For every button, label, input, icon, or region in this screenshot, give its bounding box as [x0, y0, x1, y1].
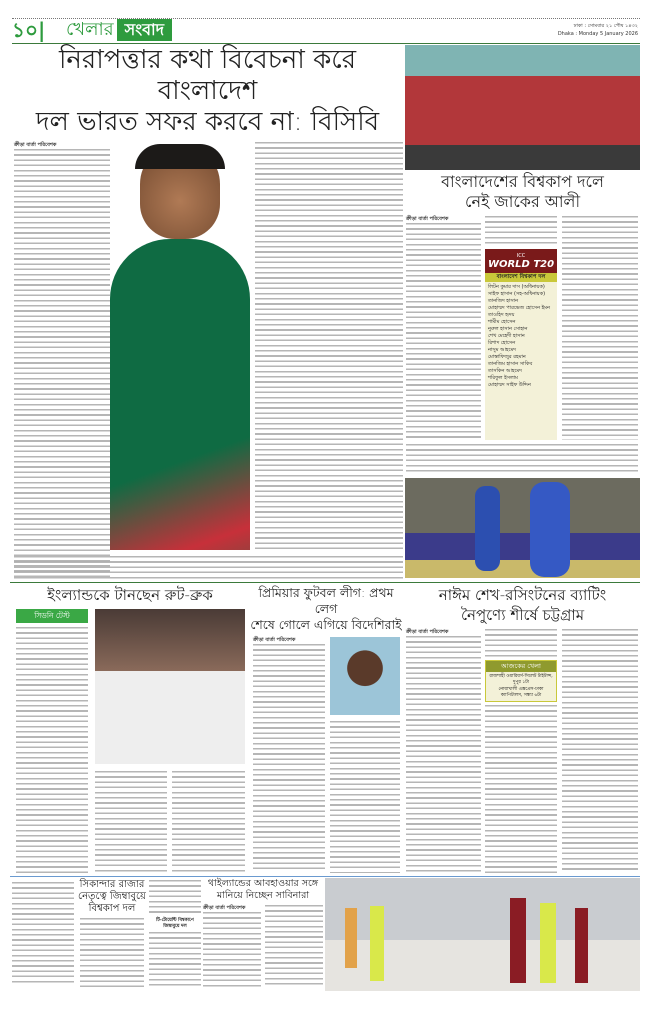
worldcup-body-col1 — [406, 223, 481, 440]
england-body-area — [10, 609, 250, 873]
zimbabwe-body-col2 — [80, 918, 144, 987]
squad-player: রিশাদ হোসেন — [488, 340, 516, 346]
bangladesh-team-photo — [405, 45, 640, 170]
squad-player: সাইফ হাসান (সহ-অধিনায়ক) — [488, 291, 546, 297]
lead-body-bottom — [14, 556, 403, 580]
zimbabwe-squad-subhead: টি-টোয়েন্টি বিশ্বকাপে জিম্বাবুয়ে দল — [156, 918, 194, 929]
lead-headline — [10, 45, 405, 138]
logo-world-t20: WORLD T20 — [487, 259, 555, 270]
football-headline-line2: শেষে গোলে এগিয়ে বিদেশিরাই — [250, 617, 402, 632]
worldcup-body-col2 — [485, 216, 557, 246]
player-jersey — [110, 239, 250, 550]
date-bn: ঢাকা : সোমবার ২১ পৌষ ১৪৩২ — [573, 23, 638, 29]
root-brook-photo — [95, 609, 245, 764]
lead-story — [10, 45, 405, 580]
squad-player: নাসুম আহমেদ — [488, 347, 516, 353]
worldcup-headline — [405, 172, 640, 212]
football-story — [250, 585, 402, 873]
sabina-body-area — [203, 905, 323, 987]
player-hair — [135, 144, 225, 169]
worldcup-col2 — [485, 216, 557, 440]
lead-body-col1 — [14, 149, 110, 580]
zimbabwe-headline: সিকান্দার রাজার নেতৃত্বে জিম্বাবুয়ে বিশ্বকাপ দল — [78, 879, 146, 914]
worldcup-body-col3 — [562, 216, 638, 440]
lead-headline-line2: দল ভারত সফর করবে না: বিসিবি — [35, 107, 380, 137]
england-body-col1 — [16, 627, 88, 873]
zimbabwe-body-col3 — [149, 880, 201, 916]
sabina-byline: ক্রীড়া বার্তা পরিবেশক — [203, 905, 246, 911]
squad-box — [485, 273, 557, 440]
today-match-1: রাজশাহী ওয়ারিয়র্স-সিলেট টাইটান্স, দুপুর ১টা — [489, 674, 553, 685]
bpl-headline-line1: নাঈম শেখ-রসিংটনের ব্যাটিং — [438, 586, 607, 604]
football-body-col1 — [253, 644, 325, 873]
player-figure — [370, 906, 384, 981]
worldcup-byline: ক্রীড়া বার্তা পরিবেশক — [406, 216, 449, 222]
sabina-story — [203, 878, 323, 987]
football-byline: ক্রীড়া বার্তা পরিবেশক — [253, 637, 296, 643]
bpl-body-col1 — [406, 636, 481, 873]
sabina-headline-line2: মানিয়ে নিচ্ছেন সাবিনারা — [216, 890, 310, 901]
lead-col1 — [14, 142, 110, 580]
england-headline: ইংল্যান্ডকে টানছেন রুট-ব্রুক — [47, 586, 213, 604]
squad-player: লিটন কুমার দাস (অধিনায়ক) — [488, 284, 545, 290]
squad-player: তাওহিদ হৃদয় — [488, 312, 515, 318]
squad-player: শরিফুল ইসলাম — [488, 375, 518, 381]
football-headline-line1: প্রিমিয়ার ফুটবল লীগ: প্রথম লেগ — [258, 585, 394, 616]
squad-player: শেখ মেহেদী হাসান — [488, 333, 525, 339]
bpl-byline: ক্রীড়া বার্তা পরিবেশক — [406, 629, 449, 635]
worldcup-body-area — [405, 216, 640, 474]
football-col1 — [253, 637, 325, 873]
football-headline — [250, 585, 402, 633]
dateline — [558, 22, 638, 38]
bpl-body-area — [405, 629, 640, 873]
sabina-body-col2 — [265, 905, 323, 987]
sabina-col1 — [203, 905, 261, 987]
england-story — [10, 585, 250, 873]
page-number: ১০| — [12, 18, 46, 42]
today-match-2: নোয়াখালী এক্সপ্রেস-ঢাকা ক্যাপিটালস, সন্ধ্যা ৬টা — [498, 687, 544, 698]
squad-player: নুরুল হাসান সোহান — [488, 326, 528, 332]
squad-player: মোহাম্মদ সাইফ উদ্দিন — [488, 382, 531, 388]
worldcup-story — [405, 172, 640, 474]
footballer-photo — [330, 637, 400, 715]
squad-player: তানজিম হাসান সাকিব — [488, 361, 533, 367]
player-figure — [510, 898, 526, 983]
worldcup-col1 — [406, 216, 481, 440]
england-col1 — [16, 609, 88, 873]
zimbabwe-squad-list — [149, 932, 201, 987]
logo-icc: ICC — [516, 253, 526, 259]
bpl-headline — [405, 585, 640, 625]
batter-1 — [475, 486, 500, 571]
world-t20-logo — [485, 249, 557, 273]
football-body-area — [250, 637, 402, 873]
section-logo — [66, 18, 172, 42]
lead-body-col2 — [255, 142, 403, 550]
bpl-col2 — [485, 629, 557, 873]
football-body-col2 — [330, 721, 400, 873]
bpl-match-photo — [405, 478, 640, 578]
squad-player: মোহাম্মদ পারভেজ হোসেন ইমন — [488, 305, 551, 311]
player-figure — [575, 908, 588, 983]
zimbabwe-body-col1 — [12, 882, 74, 986]
lead-byline: ক্রীড়া বার্তা পরিবেশক — [14, 142, 57, 148]
bpl-story — [405, 585, 640, 873]
worldcup-body-bottom — [406, 444, 638, 474]
bpl-body-col2b — [485, 705, 557, 873]
worldcup-headline-line1: বাংলাদেশের বিশ্বকাপ দলে — [441, 172, 604, 191]
zimbabwe-story — [78, 879, 146, 987]
date-en: Dhaka : Monday 5 January 2026 — [557, 31, 638, 37]
sydney-test-tag: সিডনি টেস্ট — [16, 609, 88, 623]
lead-player-photo — [110, 144, 250, 550]
bpl-body-col2 — [485, 629, 557, 657]
bpl-body-col3 — [562, 629, 638, 873]
player-figure — [345, 908, 357, 968]
squad-list — [485, 282, 557, 391]
squad-player: তাসকিন আহমেদ — [488, 368, 522, 374]
lead-headline-line1: নিরাপত্তার কথা বিবেচনা করে বাংলাদেশ — [58, 45, 357, 106]
england-body-col2 — [95, 771, 167, 873]
section-rule — [10, 582, 640, 583]
squad-player: মোস্তাফিজুর রহমান — [488, 354, 526, 360]
batter-2 — [530, 482, 570, 577]
bpl-headline-line2: নৈপুণ্যে শীর্ষে চট্টগ্রাম — [460, 606, 585, 624]
header-rule — [12, 43, 640, 44]
worldcup-headline-line2: নেই জাকের আলী — [464, 192, 581, 211]
bottom-rule — [10, 876, 640, 877]
sabina-headline-line1: থাইল্যান্ডের আবহাওয়ার সঙ্গে — [207, 878, 319, 889]
zimbabwe-squad — [149, 880, 201, 987]
lead-body-area — [10, 142, 405, 580]
today-matches-title: আজকের খেলা — [486, 661, 556, 672]
squad-player: শামীম হোসেন — [488, 319, 516, 325]
today-matches-box — [485, 660, 557, 702]
sabina-body-col1 — [203, 912, 261, 987]
sabina-training-photo — [325, 878, 640, 991]
section-logo-part1: খেলার — [66, 19, 114, 40]
england-body-col3 — [172, 771, 245, 873]
player-figure — [540, 903, 556, 983]
sabina-headline — [203, 878, 323, 902]
squad-title: বাংলাদেশ বিশ্বকাপ দল — [485, 273, 557, 282]
section-logo-part2: সংবাদ — [117, 19, 172, 41]
squad-player: তানজিদ হাসান — [488, 298, 519, 304]
bpl-col1 — [406, 629, 481, 873]
